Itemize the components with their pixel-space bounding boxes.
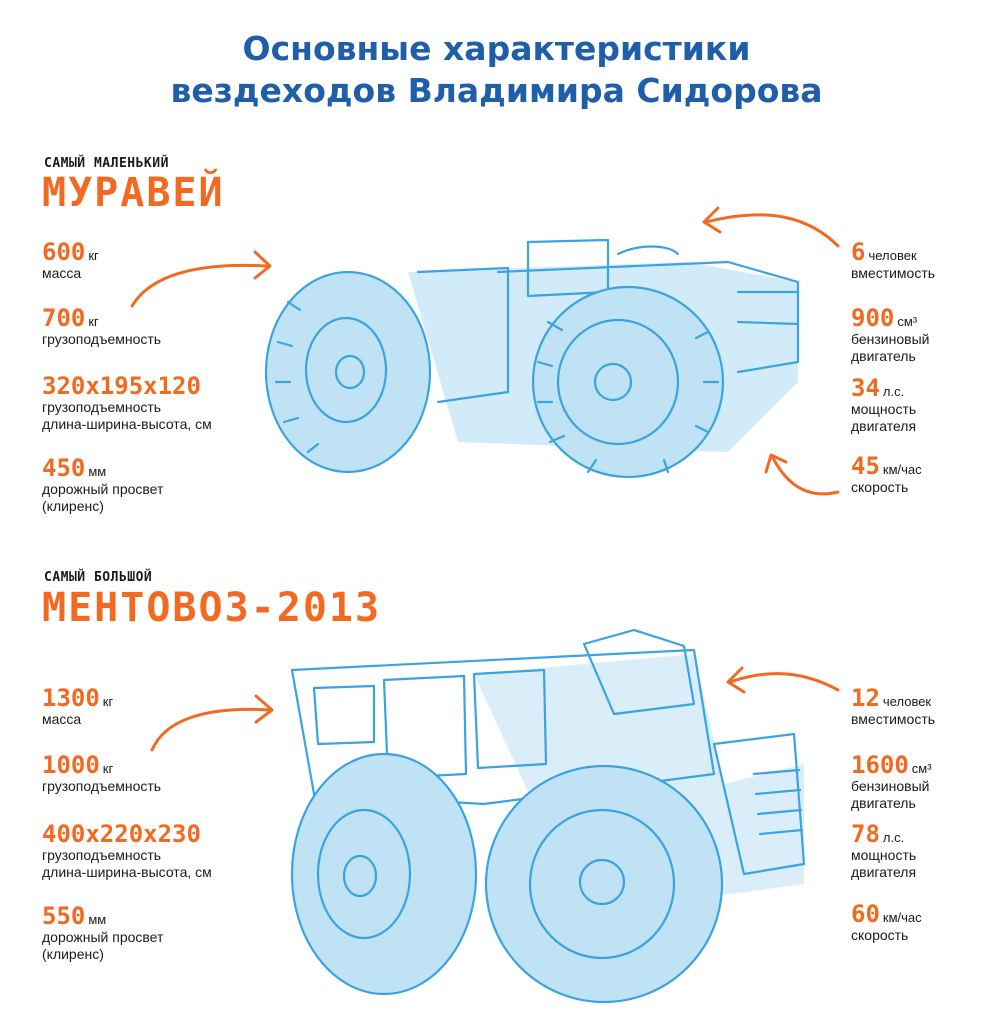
stat-value: 78 bbox=[851, 820, 880, 848]
stat-value: 1300 bbox=[42, 684, 100, 712]
stat-unit: кг bbox=[102, 761, 114, 776]
vehicle-2-stat-mass bbox=[42, 684, 114, 728]
stat-value: 45 bbox=[851, 452, 880, 480]
stat-value: 400х220х230 bbox=[42, 820, 201, 848]
stat-desc: мощность двигателя bbox=[851, 401, 917, 434]
stat-unit: мм bbox=[88, 464, 107, 479]
vehicle-2-tagline: САМЫЙ БОЛЬШОЙ bbox=[44, 570, 153, 585]
arrow-left-2 bbox=[152, 709, 270, 750]
stat-unit: см³ bbox=[911, 761, 932, 776]
title-line-1: Основные характеристики bbox=[242, 29, 751, 68]
stat-unit: км/час bbox=[882, 910, 922, 925]
stat-desc: мощность двигателя bbox=[851, 847, 917, 880]
stat-value: 700 bbox=[42, 304, 86, 332]
vehicle-1-illustration bbox=[258, 232, 810, 484]
stat-unit: мм bbox=[88, 912, 107, 927]
stat-desc: скорость bbox=[851, 479, 909, 495]
vehicle-2-stat-power bbox=[851, 820, 917, 881]
stat-desc: масса bbox=[42, 711, 82, 727]
stat-value: 60 bbox=[851, 900, 880, 928]
stat-desc: вместимость bbox=[851, 711, 936, 727]
stat-desc: бензиновый двигатель bbox=[851, 331, 930, 364]
stat-unit: человек bbox=[882, 694, 932, 709]
stat-unit: человек bbox=[868, 248, 917, 263]
stat-unit: кг bbox=[88, 248, 99, 263]
stat-value: 600 bbox=[42, 238, 86, 266]
stat-value: 450 bbox=[42, 454, 86, 482]
stat-value: 12 bbox=[851, 684, 880, 712]
vehicle-2-stat-payload bbox=[42, 751, 162, 795]
vehicle-1-tagline: САМЫЙ МАЛЕНЬКИЙ bbox=[44, 156, 169, 171]
stat-desc: грузоподъемность bbox=[42, 778, 162, 794]
stat-desc: вместимость bbox=[851, 265, 936, 281]
stat-desc: грузоподъемность bbox=[42, 331, 162, 347]
stat-value: 900 bbox=[851, 304, 895, 332]
stat-unit: кг bbox=[102, 694, 114, 709]
stat-desc: грузоподъемность длина-ширина-высота, см bbox=[42, 399, 212, 432]
vehicle-2-stat-speed bbox=[851, 900, 922, 944]
stat-desc: масса bbox=[42, 265, 82, 281]
stat-unit: л.с. bbox=[882, 384, 905, 399]
stat-unit: км/час bbox=[882, 462, 922, 477]
stat-value: 550 bbox=[42, 902, 86, 930]
vehicle-2-stat-engine bbox=[851, 751, 932, 812]
stat-unit: кг bbox=[88, 314, 99, 329]
vehicle-2-stat-clearance bbox=[42, 902, 164, 963]
title-line-2: вездеходов Владимира Сидорова bbox=[170, 71, 823, 110]
vehicle-2-name: МЕНТОВОЗ-2013 bbox=[42, 585, 382, 631]
stat-desc: дорожный просвет (клиренс) bbox=[42, 929, 164, 962]
stat-value: 320х195х120 bbox=[42, 372, 201, 400]
stat-desc: скорость bbox=[851, 927, 909, 943]
stat-value: 1000 bbox=[42, 751, 100, 779]
stat-desc: бензиновый двигатель bbox=[851, 778, 930, 811]
stat-desc: грузоподъемность длина-ширина-высота, см bbox=[42, 847, 212, 880]
vehicle-2-stat-dimensions bbox=[42, 820, 212, 881]
stat-value: 6 bbox=[851, 238, 866, 266]
stat-value: 1600 bbox=[851, 751, 909, 779]
stat-desc: дорожный просвет (клиренс) bbox=[42, 481, 164, 514]
arrow-left-1 bbox=[132, 265, 268, 306]
vehicle-2-illustration bbox=[284, 624, 814, 1008]
vehicle-2-stat-capacity bbox=[851, 684, 936, 728]
stat-value: 34 bbox=[851, 374, 880, 402]
stat-unit: л.с. bbox=[882, 830, 905, 845]
stat-unit: см³ bbox=[897, 314, 918, 329]
vehicle-1-name: МУРАВЕЙ bbox=[42, 170, 225, 216]
